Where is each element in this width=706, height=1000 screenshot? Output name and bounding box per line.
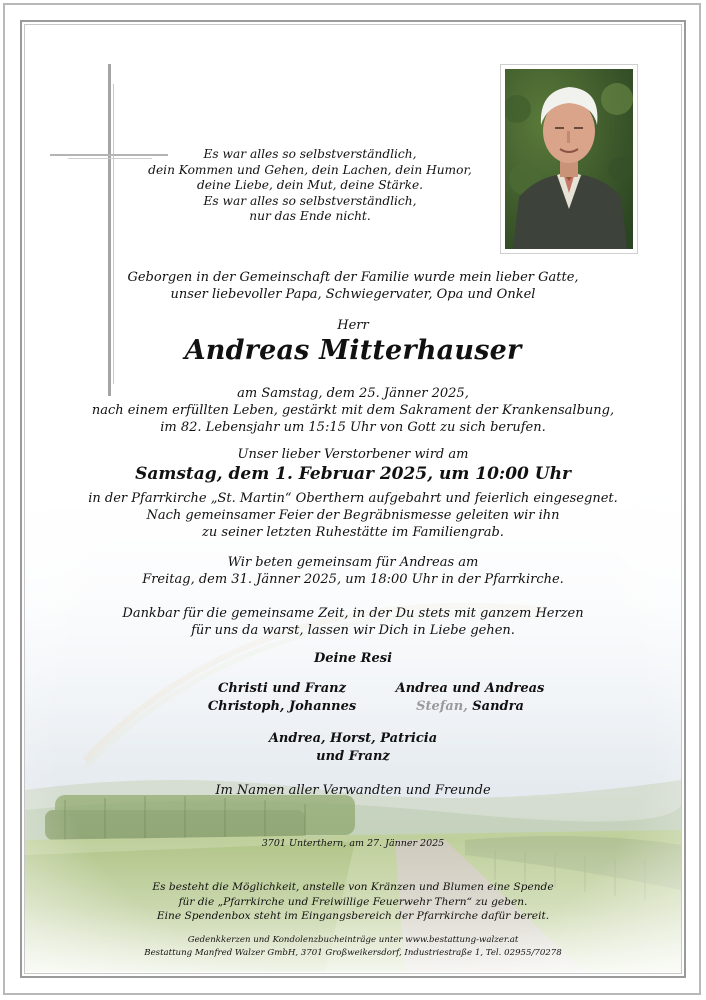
death-line: am Samstag, dem 25. Jänner 2025,: [237, 386, 469, 401]
family-bottom: [60, 730, 646, 766]
deceased-name: Andreas Mitterhauser: [184, 335, 522, 366]
place-date: 3701 Unterthern, am 27. Jänner 2025: [261, 838, 445, 849]
donation-text: [60, 880, 646, 924]
footer-line: Bestattung Manfred Walzer GmbH, 3701 Großweikersdorf, Industriestraße 1, Tel. 02955/70278: [144, 947, 562, 958]
poem: [140, 147, 480, 225]
family-line: Andrea, Horst, Patricia: [268, 731, 438, 746]
intro-line: Geborgen in der Gemeinschaft der Familie wurde mein lieber Gatte,: [127, 270, 579, 285]
death-text: [60, 385, 646, 436]
intro-line: unser liebevoller Papa, Schwiegervater, Opa und Onkel: [170, 287, 536, 302]
death-line: nach einem erfüllten Leben, gestärkt mit dem Sakrament der Krankensalbung,: [91, 403, 615, 418]
footer-line: Gedenkkerzen und Kondolenzbucheinträge unter www.bestattung-walzer.at: [187, 935, 519, 945]
funeral-date: Samstag, dem 1. Februar 2025, um 10:00 Uhr: [135, 464, 571, 484]
footer: [60, 934, 646, 959]
poem-line: nur das Ende nicht.: [249, 209, 371, 224]
poem-line: deine Liebe, dein Mut, deine Stärke.: [196, 178, 424, 193]
closing-line: für uns da warst, lassen wir Dich in Liebe gehen.: [191, 623, 515, 638]
family-line: Christoph, Johannes: [207, 699, 357, 714]
relatives-line: Im Namen aller Verwandten und Freunde: [215, 783, 491, 798]
family-right: [350, 680, 590, 716]
portrait-photo: [500, 64, 638, 254]
prayer-text: [60, 554, 646, 588]
funeral-line: Nach gemeinsamer Feier der Begräbnismesse geleiten wir ihn: [146, 508, 560, 523]
donation-line: Es besteht die Möglichkeit, anstelle von Kränzen und Blumen eine Spende: [152, 881, 554, 893]
poem-line: Es war alles so selbstverständlich,: [203, 193, 417, 208]
family-name: Sandra: [472, 699, 524, 714]
prayer-line: Freitag, dem 31. Jänner 2025, um 18:00 Uhr in der Pfarrkirche.: [142, 572, 564, 587]
family-line: und Franz: [316, 749, 390, 764]
family-line: Andrea und Andreas: [395, 681, 545, 696]
funeral-text: [60, 490, 646, 541]
closing-text: [60, 605, 646, 639]
donation-line: für die „Pfarrkirche und Freiwillige Feuerwehr Thern“ zu geben.: [178, 895, 528, 908]
prayer-line: Wir beten gemeinsam für Andreas am: [227, 555, 479, 570]
donation-line: Eine Spendenbox steht im Eingangsbereich der Pfarrkirche dafür bereit.: [156, 910, 550, 922]
intro-text: [60, 269, 646, 303]
poem-line: Es war alles so selbstverständlich,: [203, 147, 417, 161]
funeral-line: in der Pfarrkirche „St. Martin“ Oberthern aufgebahrt und feierlich eingesegnet.: [88, 491, 618, 506]
closing-line: Dankbar für die gemeinsame Zeit, in der Du stets mit ganzem Herzen: [122, 606, 584, 621]
family-line: [350, 698, 590, 716]
poem-line: dein Kommen und Gehen, dein Lachen, dein Humor,: [148, 162, 472, 177]
salutation: Herr: [337, 318, 369, 333]
death-line: im 82. Lebensjahr um 15:15 Uhr von Gott zu sich berufen.: [160, 420, 546, 435]
stefan-name: Stefan,: [416, 699, 468, 714]
signature: Deine Resi: [313, 651, 393, 666]
funeral-intro: Unser lieber Verstorbener wird am: [237, 447, 469, 462]
funeral-line: zu seiner letzten Ruhestätte im Familiengrab.: [202, 525, 504, 540]
family-line: Christi und Franz: [217, 681, 346, 696]
